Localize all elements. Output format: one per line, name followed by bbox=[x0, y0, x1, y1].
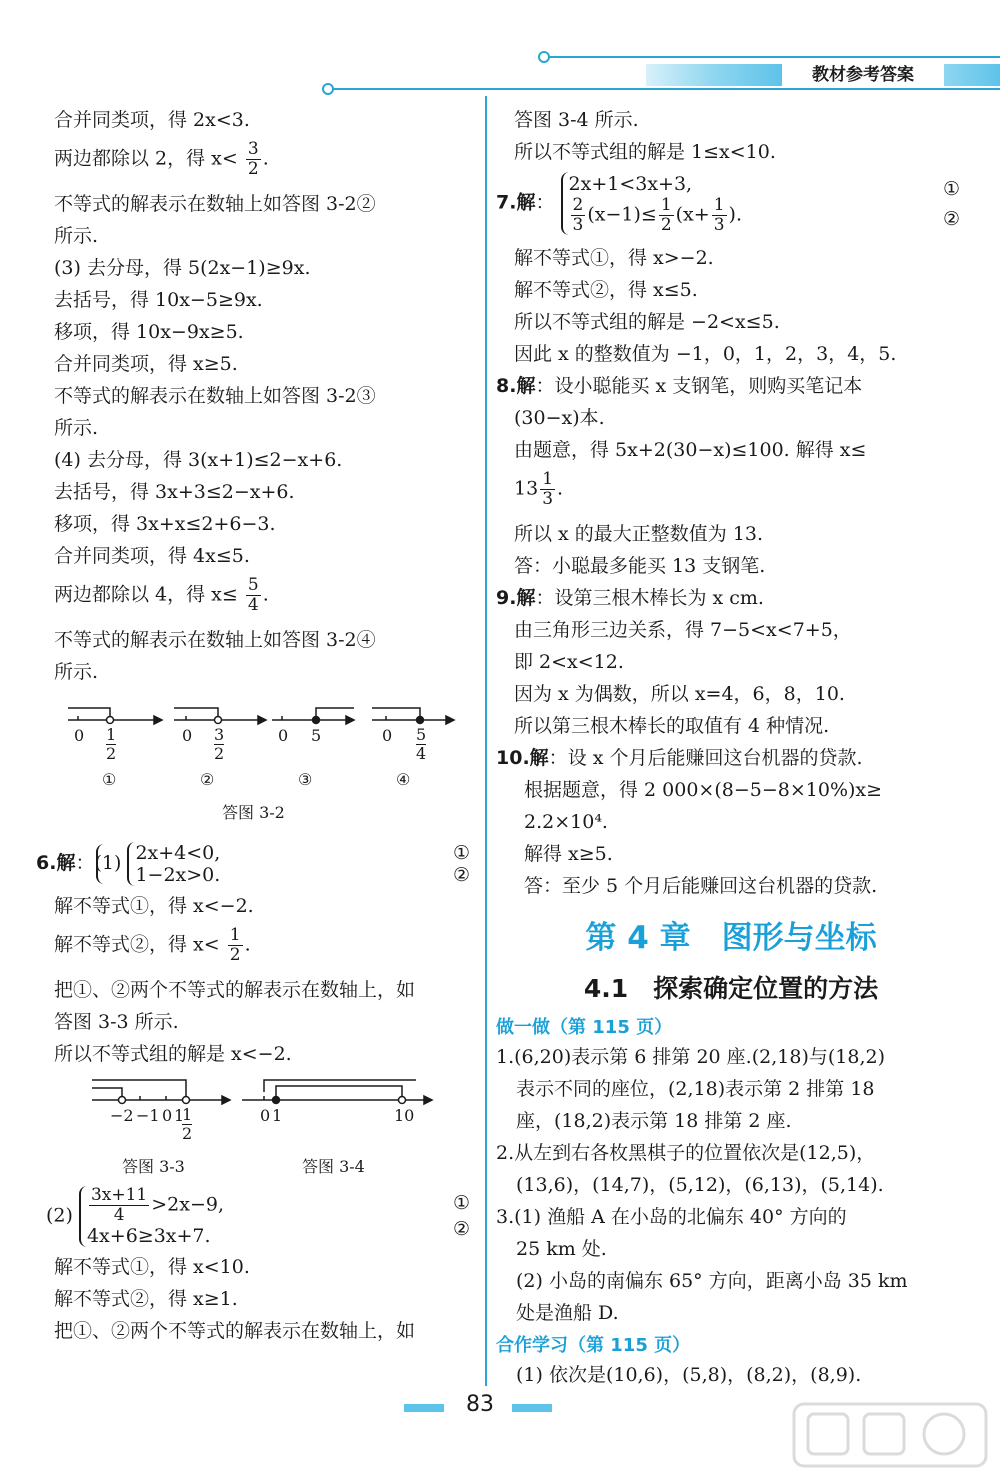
text-line: 由题意，得 5x+2(30−x)≤100. 解得 x≤ bbox=[514, 439, 867, 461]
number-lines-3-3-3-4 bbox=[36, 1070, 476, 1140]
question-label: 10.解 bbox=[496, 747, 549, 769]
circle-marks bbox=[453, 842, 470, 886]
text-line: 所示. bbox=[54, 417, 99, 439]
frac-num: 1 bbox=[229, 925, 241, 945]
fig-mark: ③ bbox=[298, 770, 313, 789]
text-line: 答：小聪最多能买 13 支钢笔. bbox=[514, 555, 766, 577]
q7-system bbox=[496, 168, 966, 242]
watermark-logo bbox=[790, 1400, 990, 1470]
q9-line bbox=[496, 582, 966, 614]
frac-num: 1 bbox=[106, 725, 117, 744]
line-text: 设第三根木棒长为 x cm. bbox=[554, 587, 764, 609]
tick-label: 10 bbox=[394, 1106, 415, 1125]
fraction bbox=[571, 196, 586, 235]
text-line: 去括号，得 3x+3≤2−x+6. bbox=[54, 481, 295, 503]
text-line: (30−x)本. bbox=[514, 407, 605, 429]
text-line: 由三角形三边关系，得 7−5<x<7+5， bbox=[514, 619, 852, 641]
circle-mark: ② bbox=[942, 208, 960, 230]
line-text: 设 x 个月后能赚回这台机器的贷款. bbox=[567, 747, 863, 769]
text-line: 处是渔船 D. bbox=[516, 1302, 619, 1324]
frac-den: 3 bbox=[713, 215, 725, 235]
line-text: 13 bbox=[514, 477, 539, 500]
system-line: 1−2x>0. bbox=[135, 864, 221, 886]
circle-mark: ① bbox=[942, 178, 960, 200]
tick-label: 1 bbox=[272, 1106, 283, 1125]
part-label: (2) bbox=[46, 1204, 73, 1227]
text-line: 把①、②两个不等式的解表示在数轴上，如 bbox=[54, 979, 416, 1001]
system-line bbox=[87, 1186, 224, 1225]
question-label: 9.解 bbox=[496, 587, 536, 609]
tick-label bbox=[106, 726, 116, 763]
text-line: 所示. bbox=[54, 225, 99, 247]
figure-caption: 答图 3-3 bbox=[122, 1157, 185, 1176]
q6-system-2 bbox=[36, 1182, 476, 1251]
text-line: 答：至少 5 个月后能赚回这台机器的贷款. bbox=[524, 875, 878, 897]
number-line-2 bbox=[174, 708, 266, 724]
colon: ： bbox=[548, 747, 568, 769]
text-line: 解不等式①，得 x<10. bbox=[54, 1256, 250, 1278]
frac-den: 2 bbox=[214, 744, 225, 763]
text-line bbox=[36, 922, 476, 974]
text-line bbox=[496, 466, 966, 518]
number-line-4 bbox=[372, 708, 454, 724]
period: . bbox=[262, 583, 269, 606]
system-part: ). bbox=[728, 203, 742, 226]
text-line: 根据题意，得 2 000×(8−5−8×10%)x≥ bbox=[524, 779, 883, 801]
fraction bbox=[246, 140, 261, 179]
circle-mark: ② bbox=[452, 864, 470, 886]
text-line: (1) 依次是(10,6)，(5,8)，(8,2)，(8,9). bbox=[516, 1364, 862, 1386]
text-line: 不等式的解表示在数轴上如答图 3-2③ bbox=[54, 385, 376, 407]
text-line: 解不等式①，得 x<−2. bbox=[54, 895, 254, 917]
text-line: (3) 去分母，得 5(2x−1)≥9x. bbox=[54, 257, 311, 279]
tick-label: 0 bbox=[260, 1106, 271, 1125]
tick-label: 0 bbox=[278, 726, 289, 745]
text-line: 所以第三根木棒长的取值有 4 种情况. bbox=[514, 715, 830, 737]
text-line: 去括号，得 10x−5≥9x. bbox=[54, 289, 263, 311]
line-text: 两边都除以 2，得 x< bbox=[54, 147, 238, 170]
system-part: (x−1)≤ bbox=[587, 203, 657, 226]
circle-marks bbox=[943, 174, 960, 234]
frac-num: 1 bbox=[542, 469, 554, 489]
frac-den: 4 bbox=[247, 595, 259, 615]
chapter-title: 第 4 章 图形与坐标 bbox=[585, 920, 877, 956]
text-line: 答图 3-3 所示. bbox=[54, 1011, 179, 1033]
tick-label bbox=[182, 1106, 192, 1143]
text-line: 即 2<x<12. bbox=[514, 651, 624, 673]
system-line: 2x+1<3x+3, bbox=[568, 173, 693, 195]
fraction bbox=[228, 926, 243, 965]
fraction bbox=[659, 196, 674, 235]
frac-num: 3x+11 bbox=[90, 1185, 148, 1205]
circle-mark: ② bbox=[452, 1218, 470, 1240]
frac-den: 2 bbox=[247, 159, 259, 179]
frac-den: 2 bbox=[229, 945, 241, 965]
figure-3-2 bbox=[36, 688, 476, 838]
text-line: (4) 去分母，得 3(x+1)≤2−x+6. bbox=[54, 449, 343, 471]
circle-marks bbox=[453, 1190, 470, 1242]
right-column bbox=[496, 104, 966, 1391]
number-line-3 bbox=[272, 708, 354, 724]
text-line: 合并同类项，得 4x≤5. bbox=[54, 545, 250, 567]
system-line bbox=[569, 196, 742, 235]
column-divider bbox=[485, 96, 487, 1386]
text-line: 合并同类项，得 x≥5. bbox=[54, 353, 238, 375]
frac-num: 1 bbox=[182, 1105, 193, 1124]
tick-label: 0 bbox=[382, 726, 393, 745]
system-line: 2x+4<0, bbox=[135, 842, 221, 864]
question-label: 6.解 bbox=[36, 852, 76, 874]
page-header bbox=[0, 0, 1000, 100]
header-dot bbox=[538, 51, 550, 63]
frac-num: 3 bbox=[247, 139, 259, 159]
tick-label: 5 bbox=[311, 726, 322, 745]
frac-num: 3 bbox=[214, 725, 225, 744]
text-line: 2.从左到右各枚黑棋子的位置依次是(12,5)， bbox=[496, 1142, 876, 1164]
frac-den: 2 bbox=[660, 215, 672, 235]
left-column bbox=[36, 104, 476, 1347]
system-brace bbox=[127, 842, 220, 886]
colon: ： bbox=[75, 852, 95, 874]
q8-line bbox=[496, 370, 966, 402]
question-label: 7.解 bbox=[496, 191, 536, 214]
text-line: 解不等式②，得 x≤5. bbox=[514, 279, 698, 301]
frac-num: 5 bbox=[247, 575, 259, 595]
header-dot-left bbox=[322, 83, 334, 95]
text-line: 合并同类项，得 2x<3. bbox=[54, 109, 250, 131]
text-line: 2.2×10⁴. bbox=[524, 811, 608, 833]
text-line: 把①、②两个不等式的解表示在数轴上，如 bbox=[54, 1320, 416, 1342]
header-gradient-box bbox=[646, 64, 782, 86]
system-brace bbox=[79, 1186, 224, 1247]
fraction bbox=[89, 1186, 149, 1225]
line-text: 解不等式②，得 x< bbox=[54, 933, 220, 956]
header-gradient-box-right bbox=[944, 64, 1000, 86]
figures-3-3-3-4 bbox=[36, 1070, 476, 1182]
text-line: 移项，得 10x−9x≥5. bbox=[54, 321, 244, 343]
tick-label: 0 bbox=[182, 726, 193, 745]
text-line bbox=[36, 136, 476, 188]
sub-heading: 做一做（第 115 页） bbox=[496, 1017, 673, 1038]
colon: ： bbox=[535, 587, 555, 609]
text-line: (13,6)，(14,7)，(5,12)，(6,13)，(5,14). bbox=[516, 1174, 884, 1196]
text-line: 所以不等式组的解是 −2<x≤5. bbox=[514, 311, 780, 333]
text-line: 座，(18,2)表示第 18 排第 2 座. bbox=[516, 1110, 792, 1132]
number-line-3-3 bbox=[92, 1080, 230, 1104]
system-line: 4x+6≥3x+7. bbox=[86, 1225, 211, 1247]
tick-label bbox=[416, 726, 426, 763]
frac-den: 2 bbox=[106, 744, 117, 763]
number-line-3-4 bbox=[242, 1080, 432, 1104]
text-line: 表示不同的座位，(2,18)表示第 2 排第 18 bbox=[516, 1078, 875, 1100]
frac-den: 2 bbox=[182, 1124, 193, 1143]
text-line: 所以 x 的最大正整数值为 13. bbox=[514, 523, 764, 545]
figure-caption: 答图 3-2 bbox=[222, 803, 285, 822]
number-line-1 bbox=[68, 708, 162, 724]
colon: ： bbox=[535, 191, 555, 214]
text-line bbox=[36, 572, 476, 624]
question-label: 8.解 bbox=[496, 375, 536, 397]
header-rule-top bbox=[540, 56, 1000, 58]
text-line: 解不等式①，得 x>−2. bbox=[514, 247, 714, 269]
text-line: 答图 3-4 所示. bbox=[514, 109, 639, 131]
part-label: (1) bbox=[94, 852, 122, 874]
text-line: 不等式的解表示在数轴上如答图 3-2④ bbox=[54, 629, 376, 651]
line-text: 设小聪能买 x 支钢笔，则购买笔记本 bbox=[554, 375, 863, 397]
text-line: 所以不等式组的解是 1≤x<10. bbox=[514, 141, 776, 163]
watermark-icon bbox=[790, 1400, 990, 1470]
frac-den: 4 bbox=[113, 1205, 125, 1225]
frac-den: 4 bbox=[416, 744, 427, 763]
tick-label bbox=[214, 726, 224, 763]
period: . bbox=[557, 477, 564, 500]
frac-den: 3 bbox=[542, 489, 554, 509]
sub-heading: 合作学习（第 115 页） bbox=[496, 1335, 691, 1356]
line-text: 两边都除以 4，得 x≤ bbox=[54, 583, 238, 606]
frac-num: 1 bbox=[713, 195, 725, 215]
circle-mark: ① bbox=[452, 842, 470, 864]
system-rest: >2x−9, bbox=[151, 1193, 225, 1216]
fraction bbox=[246, 576, 261, 615]
period: . bbox=[244, 933, 251, 956]
tick-label: 0 bbox=[162, 1106, 173, 1125]
frac-num: 1 bbox=[660, 195, 672, 215]
tick-label: 0 bbox=[74, 726, 85, 745]
frac-num: 2 bbox=[572, 195, 584, 215]
tick-label: −2 bbox=[110, 1106, 134, 1125]
text-line: 不等式的解表示在数轴上如答图 3-2② bbox=[54, 193, 376, 215]
text-line: 所示. bbox=[54, 661, 99, 683]
figure-caption: 答图 3-4 bbox=[302, 1157, 365, 1176]
text-line: 所以不等式组的解是 x<−2. bbox=[54, 1043, 292, 1065]
fig-mark: ② bbox=[200, 770, 215, 789]
text-line: (2) 小岛的南偏东 65° 方向，距离小岛 35 km bbox=[516, 1270, 908, 1292]
fig-mark: ④ bbox=[396, 770, 411, 789]
text-line: 3.(1) 渔船 A 在小岛的北偏东 40° 方向的 bbox=[496, 1206, 847, 1228]
text-line: 因为 x 为偶数，所以 x=4，6，8，10. bbox=[514, 683, 845, 705]
fig-mark: ① bbox=[102, 770, 117, 789]
period: . bbox=[262, 147, 269, 170]
fraction bbox=[540, 470, 555, 509]
fraction bbox=[712, 196, 727, 235]
frac-num: 5 bbox=[416, 725, 427, 744]
text-line: 25 km 处. bbox=[516, 1238, 607, 1260]
colon: ： bbox=[535, 375, 555, 397]
header-rule bbox=[328, 88, 1000, 90]
text-line: 移项，得 3x+x≤2+6−3. bbox=[54, 513, 276, 535]
footer-deco-left bbox=[404, 1404, 444, 1412]
circle-mark: ① bbox=[452, 1192, 470, 1214]
section-title: 4.1 探索确定位置的方法 bbox=[583, 974, 879, 1003]
frac-den: 3 bbox=[572, 215, 584, 235]
text-line: 解不等式②，得 x≥1. bbox=[54, 1288, 238, 1310]
system-part: (x+ bbox=[675, 203, 710, 226]
q10-line bbox=[496, 742, 966, 774]
text-line: 因此 x 的整数值为 −1，0，1，2，3，4，5. bbox=[514, 343, 897, 365]
system-brace bbox=[561, 172, 742, 235]
text-line: 解得 x≥5. bbox=[524, 843, 613, 865]
page-number: 83 bbox=[466, 1392, 494, 1417]
footer-deco-right bbox=[512, 1404, 552, 1412]
header-title: 教材参考答案 bbox=[812, 65, 914, 85]
text-line: 1.(6,20)表示第 6 排第 20 座.(2,18)与(18,2) bbox=[496, 1046, 885, 1068]
tick-label: −1 bbox=[136, 1106, 160, 1125]
tick-label: 1 bbox=[174, 1106, 185, 1125]
q6-system-1 bbox=[36, 838, 476, 890]
